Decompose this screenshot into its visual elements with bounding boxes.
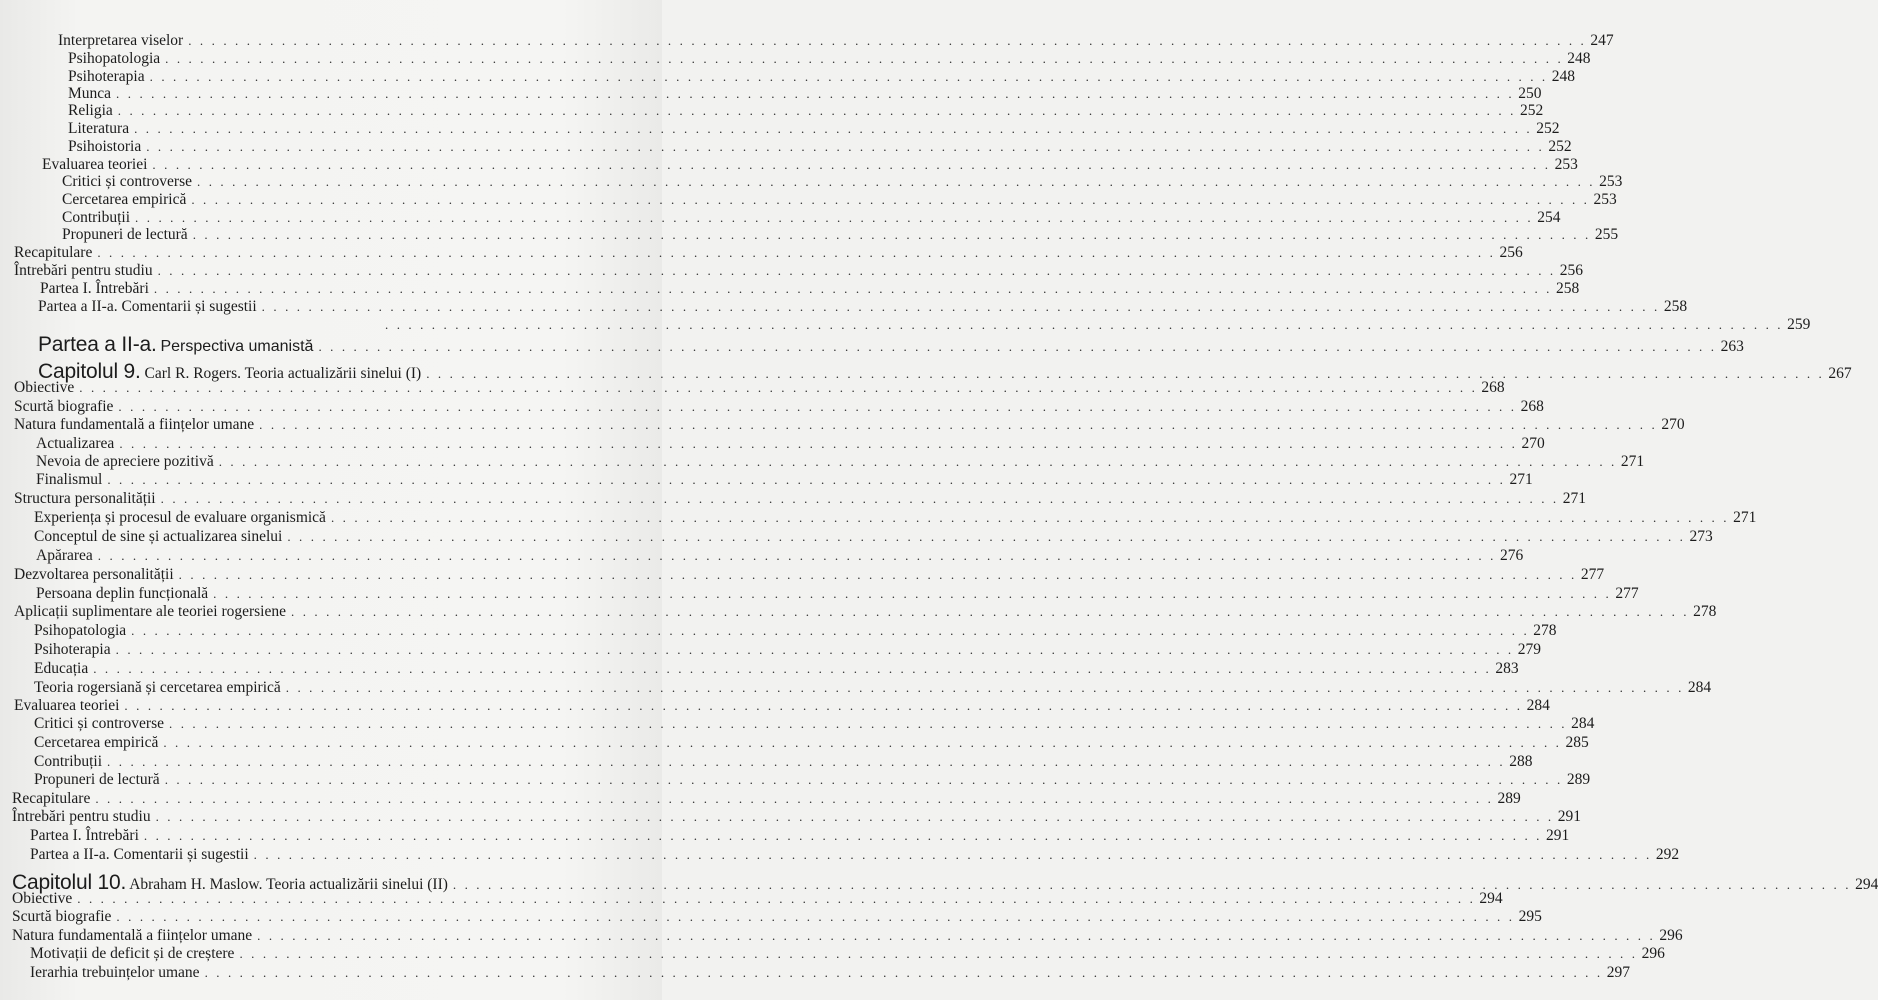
dot-leader: . . . . . . . . . . . . . . . . . . . . . . . . . . . . . . . . . . . . . . . . . . . . . . . . . . . . . . . . . . . . . . . . . . . . . . . . . . . . . . . . . . . . . . . . . . . . . . . . . . . . . . . . . . . . . . . . . . . . . . . . [160,491,1559,506]
toc-entry-title: Conceptul de sine și actualizarea sinelui [34,528,283,545]
toc-entry [0,546,1524,565]
toc-page-number: 252 [1548,138,1572,155]
dot-leader: . . . . . . . . . . . . . . . . . . . . . . . . . . . . . . . . . . . . . . . . . . . . . . . . . . . . . . . . . . . . . . . . . . . . . . . . . . . . . . . . . . . . . . . . . . . . . . . . . . . . . . . . . . . . . . . . . . . . . . . . [218,454,1617,469]
toc-page-number: 248 [1567,50,1591,67]
toc-entry-title: Partea a II-a. Comentarii și sugestii [38,298,257,315]
toc-entry [0,397,1544,416]
dot-leader: . . . . . . . . . . . . . . . . . . . . . . . . . . . . . . . . . . . . . . . . . . . . . . . . . . . . . . . . . . . . . . . . . . . . . . . . . . . . . . . . . . . . . . . . . . . . . . . . . . . . . . . . . . . . . . . . . . . . . . . . [97,548,1496,563]
toc-entry-title: Natura fundamentală a ființelor umane [12,927,253,944]
toc-entry [0,279,1580,298]
dot-leader: . . . . . . . . . . . . . . . . . . . . . . . . . . . . . . . . . . . . . . . . . . . . . . . . . . . . . . . . . . . . . . . . . . . . . . . . . . . . . . . . . . . . . . . . . . . . . . . . . . . . . . . . . . . . . . . . . . . . . . . . [213,586,1612,601]
toc-page-number: 271 [1733,509,1757,526]
part-title: Perspectiva umanistă [160,338,314,355]
toc-entry-title: Interpretarea viselor [58,32,184,49]
part-label: Partea a II-a. [38,333,157,356]
dot-leader: . . . . . . . . . . . . . . . . . . . . . . . . . . . . . . . . . . . . . . . . . . . . . . . . . . . . . . . . . . . . . . . . . . . . . . . . . . . . . . . . . . . . . . . . . . . . . . . . . . . . . . . . . . . . . . . . . . . . . . . . [149,69,1548,84]
toc-entry-title: Cercetarea empirică [62,191,187,208]
dot-leader: . . . . . . . . . . . . . . . . . . . . . . . . . . . . . . . . . . . . . . . . . . . . . . . . . . . . . . . . . . . . . . . . . . . . . . . . . . . . . . . . . . . . . . . . . . . . . . . . . . . . . . . . . . . . . . . . . . . . . . . . [291,604,1690,619]
toc-entry-title: Literatura [68,120,130,137]
chapter-title: Abraham H. Maslow. Teoria actualizării sinelui (II) [129,876,448,893]
toc-entry [0,243,1523,262]
toc-entry-title: Scurtă biografie [12,908,112,925]
toc-page-number: 278 [1533,622,1557,639]
toc-entry-title: Ierarhia trebuințelor umane [30,964,200,981]
dot-leader: . . . . . . . . . . . . . . . . . . . . . . . . . . . . . . . . . . . . . . . . . . . . . . . . . . . . . . . . . . . . . . . . . . . . . . . . . . . . . . . . . . . . . . . . . . . . . . . . . . . . . . . . . . . . . . . . . . . . . . . . [131,623,1530,638]
dot-leader: . . . . . . . . . . . . . . . . . . . . . . . . . . . . . . . . . . . . . . . . . . . . . . . . . . . . . . . . . . . . . . . . . . . . . . . . . . . . . . . . . . . . . . . . . . . . . . . . . . . . . . . . . . . . . . . . . . . . . . . . [318,339,1717,354]
toc-entry [0,527,1713,546]
toc-entry-title: Partea a II-a. Comentarii și sugestii [30,846,249,863]
toc-entry [0,31,1614,50]
toc-page-number: 268 [1481,379,1505,396]
toc-page-number: 278 [1693,603,1717,620]
toc-entry [0,696,1550,715]
toc-page-number: 289 [1566,771,1591,788]
toc-page-number: 297 [1606,964,1630,981]
toc-page-number: 277 [1615,585,1639,602]
toc-page-number: 277 [1580,566,1605,583]
dot-leader: . . . . . . . . . . . . . . . . . . . . . . . . . . . . . . . . . . . . . . . . . . . . . . . . . . . . . . . . . . . . . . . . . . . . . . . . . . . . . . . . . . . . . . . . . . . . . . . . . . . . . . . . . . . . . . . . . . . . . . . . [153,281,1553,296]
dot-leader: . . . . . . . . . . . . . . . . . . . . . . . . . . . . . . . . . . . . . . . . . . . . . . . . . . . . . . . . . . . . . . . . . . . . . . . . . . . . . . . . . . . . . . . . . . . . . . . . . . . . . . . . . . . . . . . . . . . . . . . . [107,472,1506,487]
dot-leader: . . . . . . . . . . . . . . . . . . . . . . . . . . . . . . . . . . . . . . . . . . . . . . . . . . . . . . . . . . . . . . . . . . . . . . . . . . . . . . . . . . . . . . . . . . . . . . . . . . . . . . . . . . . . . . . . . . . . . . . . [261,299,1660,314]
dot-leader: . . . . . . . . . . . . . . . . . . . . . . . . . . . . . . . . . . . . . . . . . . . . . . . . . . . . . . . . . . . . . . . . . . . . . . . . . . . . . . . . . . . . . . . . . . . . . . . . . . . . . . . . . . . . . . . . . . . . . . . . [191,192,1590,207]
toc-entry-title: Partea I. Întrebări [30,827,139,844]
dot-leader: . . . . . . . . . . . . . . . . . . . . . . . . . . . . . . . . . . . . . . . . . . . . . . . . . . . . . . . . . . . . . . . . . . . . . . . . . . . . . . . . . . . . . . . . . . . . . . . . . . . . . . . . . . . . . . . . . . . . . . . . [134,121,1533,136]
toc-entry-title: Natura fundamentală a ființelor umane [14,416,255,433]
toc-page-number: 256 [1559,262,1584,279]
dot-leader: . . . . . . . . . . . . . . . . . . . . . . . . . . . . . . . . . . . . . . . . . . . . . . . . . . . . . . . . . . . . . . . . . . . . . . . . . . . . . . . . . . . . . . . . . . . . . . . . . . . . . . . . . . . . . . . . . . . . . . . . [124,698,1523,713]
toc-entry [0,640,1542,659]
toc-entry-title: Critici și controverse [34,715,164,732]
toc-entry [0,678,1712,697]
dot-leader: . . . . . . . . . . . . . . . . . . . . . . . . . . . . . . . . . . . . . . . . . . . . . . . . . . . . . . . . . . . . . . . . . . . . . . . . . . . . . . . . . . . . . . . . . . . . . . . . . . . . . . . . . . . . . . . . . . . . . . . . [164,772,1563,787]
toc-entry [0,172,1623,191]
toc-entry [0,415,1685,434]
toc-entry [0,49,1591,68]
dot-leader: . . . . . . . . . . . . . . . . . . . . . . . . . . . . . . . . . . . . . . . . . . . . . . . . . . . . . . . . . . . . . . . . . . . . . . . . . . . . . . . . . . . . . . . . . . . . . . . . . . . . . . . . . . . . . . . . . . . . . . . . [135,210,1534,225]
toc-page-number: 273 [1689,528,1713,545]
toc-entry [0,807,1582,826]
toc-page-number: 270 [1661,416,1685,433]
toc-page-number: 291 [1557,808,1582,825]
toc-entry [0,452,1645,471]
toc-page-number: 253 [1554,156,1578,173]
toc-page-number: 258 [1663,298,1688,315]
toc-entry-title: Cercetarea empirică [34,734,159,751]
toc-page-number: 253 [1599,173,1623,190]
toc-entry-title: Psihoterapia [68,68,145,85]
dot-leader: . . . . . . . . . . . . . . . . . . . . . . . . . . . . . . . . . . . . . . . . . . . . . . . . . . . . . . . . . . . . . . . . . . . . . . . . . . . . . . . . . . . . . . . . . . . . . . . . . . . . . . . . . . . . . . . . . . . . . . . . [116,909,1515,924]
toc-entry [0,845,1680,864]
toc-entry [0,584,1639,603]
toc-entry [0,434,1545,453]
toc-entry-title: Actualizarea [36,435,115,452]
toc-entry-title: Experiența și procesul de evaluare organismică [34,509,326,526]
toc-entry-title: Propuneri de lectură [62,226,188,243]
dot-leader: . . . . . . . . . . . . . . . . . . . . . . . . . . . . . . . . . . . . . . . . . . . . . . . . . . . . . . . . . . . . . . . . . . . . . . . . . . . . . . . . . . . . . . . . . . . . . . . . . . . . . . . . . . . . . . . . . . . . . . . . [77,891,1476,906]
toc-page-number: 291 [1546,827,1570,844]
toc-page-number: 284 [1687,679,1712,696]
toc-page-number: 267 [1828,365,1852,382]
toc-entry-title: Persoana deplin funcțională [36,585,209,602]
toc-page-number: 294 [1479,890,1503,907]
toc-page-number: 259 [1787,316,1811,333]
toc-entry-title: Recapitulare [14,244,93,261]
toc-entry-title: Scurtă biografie [14,398,114,415]
toc-page-number: 248 [1551,68,1576,85]
toc-entry-title: Contribuții [62,209,131,226]
toc-entry-title: Obiective [14,379,75,396]
toc-entry-title: Dezvoltarea personalității [14,566,174,583]
dot-leader: . . . . . . . . . . . . . . . . . . . . . . . . . . . . . . . . . . . . . . . . . . . . . . . . . . . . . . . . . . . . . . . . . . . . . . . . . . . . . . . . . . . . . . . . . . . . . . . . . . . . . . . . . . . . . . . . . . . . . . . . [146,139,1545,154]
toc-entry [0,225,1619,244]
toc-page-number: 284 [1571,715,1595,732]
toc-page-number: 247 [1590,32,1614,49]
toc-page-number: 296 [1659,927,1683,944]
dot-leader: . . . . . . . . . . . . . . . . . . . . . . . . . . . . . . . . . . . . . . . . . . . . . . . . . . . . . . . . . . . . . . . . . . . . . . . . . . . . . . . . . . . . . . . . . . . . . . . . . . . . . . . . . . . . . . . . . . . . . . . . [163,735,1562,750]
toc-entry [0,714,1595,733]
toc-page-number: 270 [1521,435,1545,452]
dot-leader: . . . . . . . . . . . . . . . . . . . . . . . . . . . . . . . . . . . . . . . . . . . . . . . . . . . . . . . . . . . . . . . . . . . . . . . . . . . . . . . . . . . . . . . . . . . . . . . . . . . . . . . . . . . . . . . . . . . . . . . . [259,417,1658,432]
toc-entry [0,565,1605,584]
toc-page-number: 254 [1537,209,1561,226]
toc-page-number: 271 [1620,453,1645,470]
dot-leader: . . . . . . . . . . . . . . . . . . . . . . . . . . . . . . . . . . . . . . . . . . . . . . . . . . . . . . . . . . . . . . . . . . . . . . . . . . . . . . . . . . . . . . . . . . . . . . . . . . . . . . . . . . . . . . . . . . . . . . . . [178,567,1577,582]
toc-entry [0,659,1519,678]
toc-entry [0,378,1505,397]
toc-entry-title: Aplicații suplimentare ale teoriei rogersiene [14,603,286,620]
toc-page-number: 285 [1565,734,1589,751]
dot-leader: . . . . . . . . . . . . . . . . . . . . . . . . . . . . . . . . . . . . . . . . . . . . . . . . . . . . . . . . . . . . . . . . . . . . . . . . . . . . . . . . . . . . . . . . . . . . . . . . . . . . . . . . . . . . . . . . . . . . . . . . [330,510,1730,525]
toc-entry [0,297,1688,316]
toc-page-number: 252 [1536,120,1560,137]
toc-page-number: 255 [1594,226,1619,243]
dot-leader: . . . . . . . . . . . . . . . . . . . . . . . . . . . . . . . . . . . . . . . . . . . . . . . . . . . . . . . . . . . . . . . . . . . . . . . . . . . . . . . . . . . . . . . . . . . . . . . . . . . . . . . . . . . . . . . . . . . . . . . . [116,86,1515,101]
dot-leader: . . . . . . . . . . . . . . . . . . . . . . . . . . . . . . . . . . . . . . . . . . . . . . . . . . . . . . . . . . . . . . . . . . . . . . . . . . . . . . . . . . . . . . . . . . . . . . . . . . . . . . . . . . . . . . . . . . . . . . . . [152,157,1551,172]
toc-entry-title: Psihopatologia [68,50,161,67]
toc-entry-title: Critici și controverse [62,173,192,190]
dot-leader: . . . . . . . . . . . . . . . . . . . . . . . . . . . . . . . . . . . . . . . . . . . . . . . . . . . . . . . . . . . . . . . . . . . . . . . . . . . . . . . . . . . . . . . . . . . . . . . . . . . . . . . . . . . . . . . . . . . . . . . . [143,828,1543,843]
toc-entry [0,621,1557,640]
toc-entry-title: Evaluarea teoriei [14,697,120,714]
dot-leader: . . . . . . . . . . . . . . . . . . . . . . . . . . . . . . . . . . . . . . . . . . . . . . . . . . . . . . . . . . . . . . . . . . . . . . . . . . . . . . . . . . . . . . . . . . . . . . . . . . . . . . . . . . . . . . . . . . . . . . . . [239,946,1638,961]
toc-entry [0,944,1665,963]
toc-entry-title: Psihoterapia [34,641,111,658]
toc-entry [0,190,1617,209]
toc-entry-title: Contribuții [34,753,103,770]
toc-page-number: 284 [1526,697,1550,714]
dot-leader: . . . . . . . . . . . . . . . . . . . . . . . . . . . . . . . . . . . . . . . . . . . . . . . . . . . . . . . . . . . . . . . . . . . . . . . . . . . . . . . . . . . . . . . . . . . . . . . . . . . . . . . . . . . . . . . . . . . . . . . . [257,928,1656,943]
toc-entry [0,261,1584,280]
toc-entry [0,770,1591,789]
dot-leader: . . . . . . . . . . . . . . . . . . . . . . . . . . . . . . . . . . . . . . . . . . . . . . . . . . . . . . . . . . . . . . . . . . . . . . . . . . . . . . . . . . . . . . . . . . . . . . . . . . . . . . . . . . . . . . . . . . . . . . . . [115,642,1514,657]
dot-leader: . . . . . . . . . . . . . . . . . . . . . . . . . . . . . . . . . . . . . . . . . . . . . . . . . . . . . . . . . . . . . . . . . . . . . . . . . . . . . . . . . . . . . . . . . . . . . . . . . . . . . . . . . . . . . . . . . . . . . . . . [107,754,1506,769]
toc-entry-title: Psihoistoria [68,138,142,155]
toc-entry [0,889,1503,908]
toc-entry-title: Psihopatologia [34,622,127,639]
dot-leader: . . . . . . . . . . . . . . . . . . . . . . . . . . . . . . . . . . . . . . . . . . . . . . . . . . . . . . . . . . . . . . . . . . . . . . . . . . . . . . . . . . . . . . . . . . . . . . . . . . . . . . . . . . . . . . . . . . . . . . . . [118,399,1517,414]
toc-entry-title [38,335,313,356]
dot-leader: . . . . . . . . . . . . . . . . . . . . . . . . . . . . . . . . . . . . . . . . . . . . . . . . . . . . . . . . . . . . . . . . . . . . . . . . . . . . . . . . . . . . . . . . . . . . . . . . . . . . . . . . . . . . . . . . . . . . . . . . [165,51,1564,66]
dot-leader: . . . . . . . . . . . . . . . . . . . . . . . . . . . . . . . . . . . . . . . . . . . . . . . . . . . . . . . . . . . . . . . . . . . . . . . . . . . . . . . . . . . . . . . . . . . . . . . . . . . . . . . . . . . . . . . . . . . . . . . . [285,680,1684,695]
toc-page-number: 295 [1518,908,1542,925]
dot-leader: . . . . . . . . . . . . . . . . . . . . . . . . . . . . . . . . . . . . . . . . . . . . . . . . . . . . . . . . . . . . . . . . . . . . . . . . . . . . . . . . . . . . . . . . . . . . . . . . . . . . . . . . . . . . . . . . . . . . . . . . [426,366,1825,381]
toc-page-number: 271 [1509,471,1533,488]
toc-entry [0,489,1587,508]
toc-entry-title: Structura personalității [14,490,156,507]
toc-entry [0,826,1570,845]
toc-entry [0,470,1533,489]
toc-entry [0,963,1630,982]
toc-entry [0,137,1572,156]
toc-entry-title: Partea I. Întrebări [40,280,149,297]
dot-leader: . . . . . . . . . . . . . . . . . . . . . . . . . . . . . . . . . . . . . . . . . . . . . . . . . . . . . . . . . . . . . . . . . . . . . . . . . . . . . . . . . . . . . . . . . . . . . . . . . . . . . . . . . . . . . . . . . . . . . . . . [197,174,1596,189]
toc-entry [0,119,1560,138]
dot-leader: . . . . . . . . . . . . . . . . . . . . . . . . . . . . . . . . . . . . . . . . . . . . . . . . . . . . . . . . . . . . . . . . . . . . . . . . . . . . . . . . . . . . . . . . . . . . . . . . . . . . . . . . . . . . . . . . . . . . . . . . [385,317,1784,332]
toc-entry [0,733,1589,752]
toc-entry-title: Propuneri de lectură [34,771,160,788]
chapter-title: Carl R. Rogers. Teoria actualizării sinelui (I) [144,365,422,382]
toc-entry [0,907,1542,926]
toc-page-number: 294 [1855,876,1878,893]
toc-entry [0,602,1717,621]
toc-entry-title: Evaluarea teoriei [42,156,148,173]
dot-leader: . . . . . . . . . . . . . . . . . . . . . . . . . . . . . . . . . . . . . . . . . . . . . . . . . . . . . . . . . . . . . . . . . . . . . . . . . . . . . . . . . . . . . . . . . . . . . . . . . . . . . . . . . . . . . . . . . . . . . . . . [452,877,1852,892]
dot-leader: . . . . . . . . . . . . . . . . . . . . . . . . . . . . . . . . . . . . . . . . . . . . . . . . . . . . . . . . . . . . . . . . . . . . . . . . . . . . . . . . . . . . . . . . . . . . . . . . . . . . . . . . . . . . . . . . . . . . . . . . [192,227,1591,242]
dot-leader: . . . . . . . . . . . . . . . . . . . . . . . . . . . . . . . . . . . . . . . . . . . . . . . . . . . . . . . . . . . . . . . . . . . . . . . . . . . . . . . . . . . . . . . . . . . . . . . . . . . . . . . . . . . . . . . . . . . . . . . . [157,263,1556,278]
toc-entry-title: Teoria rogersiană și cercetarea empirică [34,679,281,696]
chapter-label: Capitolul 9. [38,360,141,383]
toc-entry-title: Recapitulare [12,790,91,807]
dot-leader: . . . . . . . . . . . . . . . . . . . . . . . . . . . . . . . . . . . . . . . . . . . . . . . . . . . . . . . . . . . . . . . . . . . . . . . . . . . . . . . . . . . . . . . . . . . . . . . . . . . . . . . . . . . . . . . . . . . . . . . . [253,847,1652,862]
toc-page-number: 288 [1509,753,1533,770]
dot-leader: . . . . . . . . . . . . . . . . . . . . . . . . . . . . . . . . . . . . . . . . . . . . . . . . . . . . . . . . . . . . . . . . . . . . . . . . . . . . . . . . . . . . . . . . . . . . . . . . . . . . . . . . . . . . . . . . . . . . . . . . [169,716,1568,731]
toc-entry-title: Întrebări pentru studiu [12,808,151,825]
toc-entry [0,101,1544,120]
toc-page-number: 256 [1499,244,1523,261]
toc-page-number: 263 [1720,338,1744,355]
toc-page-number: 252 [1519,102,1544,119]
toc-entry [0,926,1683,945]
toc-entry-title: Nevoia de apreciere pozitivă [36,453,214,470]
dot-leader: . . . . . . . . . . . . . . . . . . . . . . . . . . . . . . . . . . . . . . . . . . . . . . . . . . . . . . . . . . . . . . . . . . . . . . . . . . . . . . . . . . . . . . . . . . . . . . . . . . . . . . . . . . . . . . . . . . . . . . . . [97,245,1496,260]
toc-page-number: 258 [1556,280,1580,297]
dot-leader: . . . . . . . . . . . . . . . . . . . . . . . . . . . . . . . . . . . . . . . . . . . . . . . . . . . . . . . . . . . . . . . . . . . . . . . . . . . . . . . . . . . . . . . . . . . . . . . . . . . . . . . . . . . . . . . . . . . . . . . . [188,33,1587,48]
toc-page-number: 276 [1499,547,1524,564]
toc-page-number: 292 [1655,846,1680,863]
toc-entry-title: Motivații de deficit și de creștere [30,945,235,962]
toc-page-number: 271 [1562,490,1587,507]
toc-page-number: 253 [1593,191,1617,208]
toc-page-number: 283 [1495,660,1519,677]
dot-leader: . . . . . . . . . . . . . . . . . . . . . . . . . . . . . . . . . . . . . . . . . . . . . . . . . . . . . . . . . . . . . . . . . . . . . . . . . . . . . . . . . . . . . . . . . . . . . . . . . . . . . . . . . . . . . . . . . . . . . . . . [93,661,1492,676]
dot-leader: . . . . . . . . . . . . . . . . . . . . . . . . . . . . . . . . . . . . . . . . . . . . . . . . . . . . . . . . . . . . . . . . . . . . . . . . . . . . . . . . . . . . . . . . . . . . . . . . . . . . . . . . . . . . . . . . . . . . . . . . [204,965,1603,980]
toc-page-number: 279 [1517,641,1542,658]
toc-page-number: 296 [1641,945,1665,962]
toc-entry [0,752,1533,771]
toc-entry-title: Religia [68,102,113,119]
toc-entry [0,789,1521,808]
dot-leader: . . . . . . . . . . . . . . . . . . . . . . . . . . . . . . . . . . . . . . . . . . . . . . . . . . . . . . . . . . . . . . . . . . . . . . . . . . . . . . . . . . . . . . . . . . . . . . . . . . . . . . . . . . . . . . . . . . . . . . . . [287,529,1686,544]
dot-leader: . . . . . . . . . . . . . . . . . . . . . . . . . . . . . . . . . . . . . . . . . . . . . . . . . . . . . . . . . . . . . . . . . . . . . . . . . . . . . . . . . . . . . . . . . . . . . . . . . . . . . . . . . . . . . . . . . . . . . . . . [155,809,1554,824]
dot-leader: . . . . . . . . . . . . . . . . . . . . . . . . . . . . . . . . . . . . . . . . . . . . . . . . . . . . . . . . . . . . . . . . . . . . . . . . . . . . . . . . . . . . . . . . . . . . . . . . . . . . . . . . . . . . . . . . . . . . . . . . [117,103,1516,118]
toc-entry-title: Educația [34,660,89,677]
toc-entry-title: Finalismul [36,471,103,488]
toc-entry-title: Obiective [12,890,73,907]
toc-entry-title: Apărarea [36,547,93,564]
dot-leader: . . . . . . . . . . . . . . . . . . . . . . . . . . . . . . . . . . . . . . . . . . . . . . . . . . . . . . . . . . . . . . . . . . . . . . . . . . . . . . . . . . . . . . . . . . . . . . . . . . . . . . . . . . . . . . . . . . . . . . . . [79,380,1478,395]
chapter-label: Capitolul 10. [12,871,127,894]
toc-part-heading [0,330,1744,356]
toc-entry-title: Întrebări pentru studiu [14,262,153,279]
toc-page-number: 250 [1518,85,1542,102]
toc-page-number: 268 [1520,398,1544,415]
toc-entry-title: Munca [68,85,112,102]
dot-leader: . . . . . . . . . . . . . . . . . . . . . . . . . . . . . . . . . . . . . . . . . . . . . . . . . . . . . . . . . . . . . . . . . . . . . . . . . . . . . . . . . . . . . . . . . . . . . . . . . . . . . . . . . . . . . . . . . . . . . . . . [119,436,1518,451]
toc-entry [0,508,1757,527]
toc-page-number: 289 [1497,790,1521,807]
dot-leader: . . . . . . . . . . . . . . . . . . . . . . . . . . . . . . . . . . . . . . . . . . . . . . . . . . . . . . . . . . . . . . . . . . . . . . . . . . . . . . . . . . . . . . . . . . . . . . . . . . . . . . . . . . . . . . . . . . . . . . . . [95,791,1494,806]
